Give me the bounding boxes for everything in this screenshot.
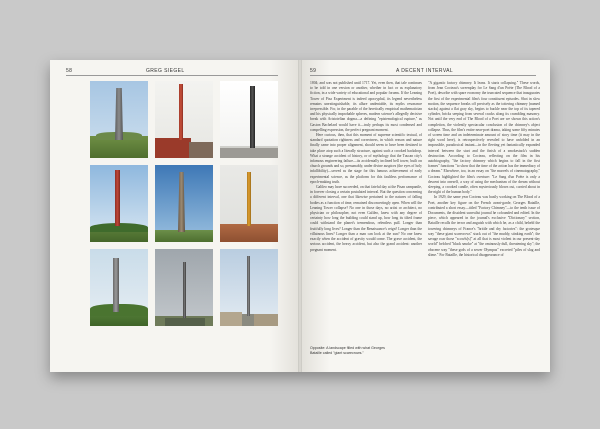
left-header-rule: [66, 75, 278, 76]
chimney-photo-grid: [90, 81, 278, 326]
right-header-rule: [310, 75, 536, 76]
tall-chimney-city-photo: [220, 81, 278, 158]
red-chimney-bushes-photo: [90, 165, 148, 242]
yellow-chimney-dirt-photo: [220, 165, 278, 242]
figure-caption: Opposite: A landscape filled with what Georges Bataille called "giant scarecrows.": [310, 346, 385, 355]
text-column-2: [428, 81, 540, 258]
chimney-houses-photo: [220, 249, 278, 326]
right-page: [300, 60, 550, 372]
open-book: [50, 60, 550, 372]
left-running-head: GREG SIEGEL: [146, 68, 185, 74]
right-running-head: A DECENT INTERVAL: [396, 68, 454, 74]
paragraph: Here curious, then, that this moment of supreme scientific textual, of standard quotation rightness and correctness, in which reason and nature finally came into proper alignment, should seem to have been destined to take place atop such a literally structure, against such a crooked backdrop. What a strange accident of history, or of mythology that the Tuscan city's infamous engineering failure—its accidentally inclined bell tower, built on church grounds and so, presumably, under divine auspices (the eyes of holy infallibility)—served as the stage for this famous achievement of early experimental science, as the platform for this faultless performance of epoch-making truth.: [310, 133, 422, 184]
book-gutter: [298, 60, 302, 372]
paragraph: "A gigantic factory chimney. It leans. It starts collapsing." These words, from Jean Cocteau's screenplay for Le Sang d'un Poète (The Blood of a Poet), describe with spare economy the truncated sequence that inaugurates the first of the experimental film's four constituent episodes. Shot in slow motion, the sequence breaks off precisely as the tottering chimney (named stacks) against a flat gray sky, begins to buckle near the top of its tapered cylinder, bricks seeping from several cracks along its crumbling masonry. Not until the very end of The Blood of a Poet are we shown this action's completion, the violently spectacular conclusion of the chimney's abject collapse. Thus, the film's entire near-poet drama, taking some fifty minutes of screen time and an indeterminate amount of story time (it may in the right word here), is retrospectively revealed to have unfolded in an impossible, paradoxical instant—in the fleeting yet fantastically expanded interval between the start and the finish of a smokestack's sudden destruction. According to Cocteau, reflecting on the film in his autobiography, "the factory chimney which begins to fall in the first frames" functions "to show that the time of the action has the immediacy of a dream." Elsewhere, too, in an essay on "the marvels of cinematography," Cocteau highlighted the film's overture: "Le Sang d'un Poète is only a descent into oneself, a way of using the mechanism of the dream without sleeping, a crooked candle, often mysteriously blown out, carried about in the night of the human body.": [428, 81, 540, 195]
left-page: [50, 60, 300, 372]
thin-chimney-gray-sky-photo: [155, 249, 213, 326]
brick-chimney-blue-sky-photo: [155, 165, 213, 242]
left-folio: 58: [66, 68, 73, 74]
chimney-trees-photo: [90, 249, 148, 326]
brick-chimney-grassland-photo: [90, 81, 148, 158]
red-chimney-factory-photo: [155, 81, 213, 158]
paragraph: In 1929, the same year Cocteau was busily working on The Blood of a Poet, another key figure on the French avant-garde, Georges Bataille, contributed a short essay—titled "Factory Chimney"—to the tenth issue of Documents, the dissident surrealist journal he cofounded and edited. In the piece, which appeared in the journal's exclusive "Dictionary" section, Bataille recalls the terror and anguish with which he, as a child, beheld the towering chimneys of France's "brittle and dry factories": the grotesque way "these giant scarecrows" stuck out of "the muddy, stinking earth"; the savage roar those "scowls[s]" at all that is most violent in our present-day world" belched "black smoke" at "the ominously dull, threatening sky"; the obscene way "these gods of a sewer Olympus" excreted "piles of slag and slime." For Bataille, the historical disappearance of: [428, 195, 540, 257]
right-folio: 59: [310, 68, 317, 74]
paragraph: 1804; and was not published until 1717. Yet, even then, that tale continues to be told in one version or another, whether in fact or as explanatory fiction, in a wide variety of educational and popular forums. If the Leaning Tower of Pisa Experiment is indeed apocryphal, its legend nevertheless remains unextinguishable, its allure undeniable, its myths resonance irrepressible. For, in the parable of the heretically empirical mathematician and his physically improbable spheres, modern science's allegedly decisive break with Aristotelian dogma—a defining "epistemological rupture," as Gaston Bachelard would have it—truly perhaps its most condensed and compelling expression, the perfect pregnant moment.: [310, 81, 422, 132]
paragraph: Galileo may have succeeded, on that fateful day at the Pisan campanile, in forever closing a certain postulated interval. But the question concerning a different interval, one that likewise pertained to the natures of falling bodies as a function of time, remained disconcertingly open. When will the Leaning Tower collapse? No one in those days, no artist or architect, no physician or philosopher, not even Galileo, knew with any degree of certainty how long the building could stand up, how long its tilted frame could withstand the planet's tremendous, relentless pull. Longer than fruitfully long lives? Longer than the Renaissance's reign? Longer than the villainous lines? Longer than a man can look at the sun? No one knew exactly when the accident of gravity would come. The grave accident, the serious accident, the heavy accident, but also the grand accident: another pregnant moment.: [310, 185, 422, 252]
text-column-1: [310, 81, 422, 253]
